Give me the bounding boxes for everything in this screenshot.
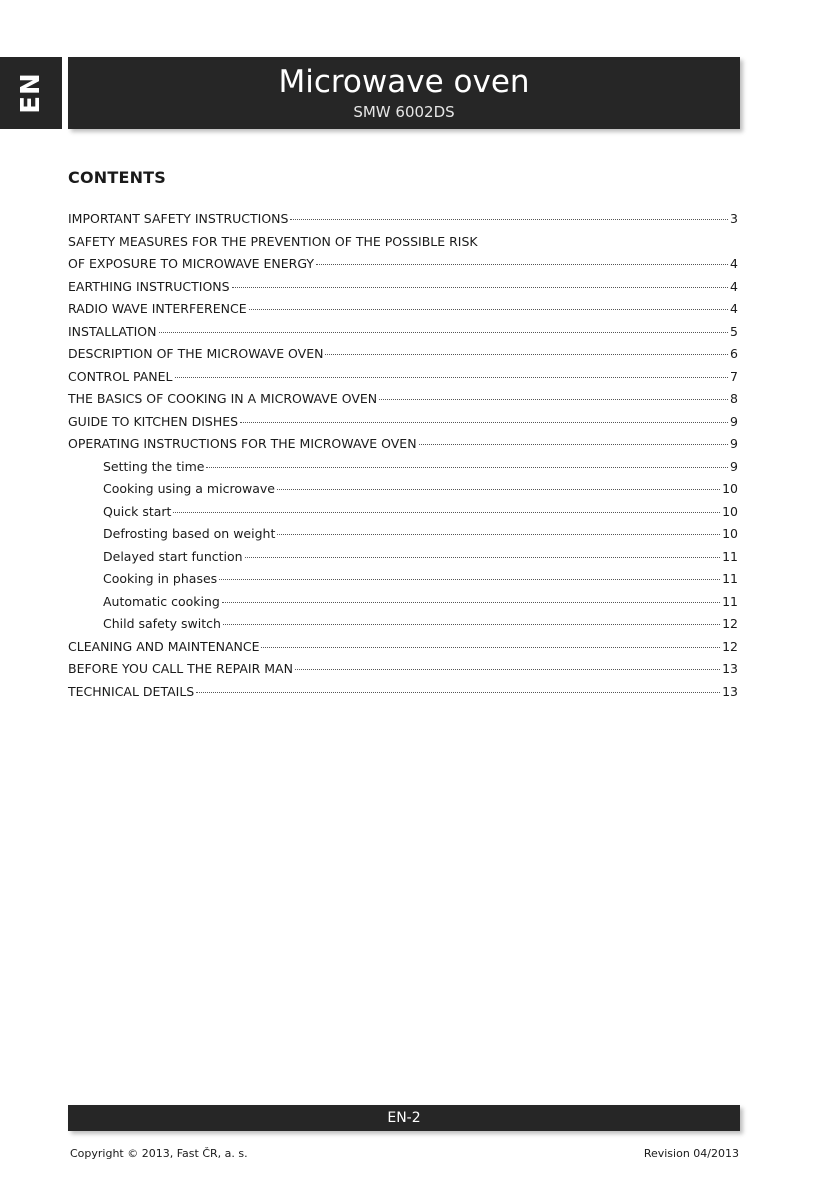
language-label: EN (16, 72, 46, 114)
toc-entry[interactable] (68, 321, 738, 344)
toc-leader-dots (222, 602, 720, 603)
toc-entry[interactable] (68, 411, 738, 434)
toc-entry-page: 3 (730, 211, 738, 226)
toc-entry-title: Setting the time (103, 458, 205, 474)
toc-entry-title: Automatic cooking (103, 593, 220, 609)
toc-leader-dots (206, 467, 728, 468)
toc-entry[interactable] (68, 636, 738, 659)
toc-entry-page: 10 (722, 503, 738, 519)
toc-entry-page: 11 (722, 571, 738, 586)
toc-leader-dots (419, 444, 729, 445)
toc-entry[interactable] (68, 276, 738, 299)
toc-entry-title: Defrosting based on weight (103, 526, 276, 541)
toc-entry-page: 6 (730, 346, 738, 361)
toc-entry-page: 10 (722, 481, 738, 496)
toc-entry-title: OPERATING INSTRUCTIONS FOR THE MICROWAVE OVEN (68, 436, 417, 451)
toc-entry[interactable] (68, 591, 738, 614)
toc-entry-page: 9 (730, 458, 738, 474)
revision-text: Revision 04/2013 (643, 1147, 739, 1160)
toc-entry-title: Cooking in phases (103, 571, 218, 586)
toc-entry-title: IMPORTANT SAFETY INSTRUCTIONS (68, 211, 289, 226)
toc-entry-title: GUIDE TO KITCHEN DISHES (68, 413, 239, 429)
toc-entry-page: 11 (722, 593, 738, 609)
toc-entry[interactable] (68, 681, 738, 704)
toc-entry[interactable] (68, 298, 738, 321)
toc-entry-title: SAFETY MEASURES FOR THE PREVENTION OF THE POSSIBLE RISK (68, 233, 478, 249)
toc-entry[interactable] (68, 231, 738, 254)
toc-leader-dots (219, 579, 720, 580)
toc-leader-dots (196, 692, 720, 693)
toc-entry[interactable] (68, 523, 738, 546)
toc-entry[interactable] (68, 433, 738, 456)
toc-leader-dots (261, 647, 720, 648)
toc-entry[interactable] (68, 456, 738, 479)
toc-entry-page: 9 (730, 413, 738, 429)
toc-entry[interactable] (68, 568, 738, 591)
toc-entry-page: 8 (730, 391, 738, 406)
toc-leader-dots (295, 669, 720, 670)
toc-entry-page: 4 (730, 301, 738, 316)
toc-entry[interactable] (68, 343, 738, 366)
toc-leader-dots (325, 354, 728, 355)
contents-heading: CONTENTS (68, 168, 167, 187)
toc-entry-title: OF EXPOSURE TO MICROWAVE ENERGY (68, 256, 315, 271)
toc-entry[interactable] (68, 501, 738, 524)
copyright-text: Copyright © 2013, Fast ČR, a. s. (70, 1147, 248, 1160)
toc-entry-title: THE BASICS OF COOKING IN A MICROWAVE OVEN (68, 391, 378, 406)
toc-entry-title: Delayed start function (103, 548, 243, 564)
toc-leader-dots (249, 309, 728, 310)
toc-entry-title: CONTROL PANEL (68, 368, 173, 384)
toc-entry-page: 12 (722, 616, 738, 631)
toc-entry-page: 7 (730, 368, 738, 384)
toc-leader-dots (245, 557, 721, 558)
toc-entry[interactable] (68, 366, 738, 389)
toc-entry-page: 13 (722, 683, 738, 699)
footer-bar (68, 1105, 740, 1131)
page-title: Microwave oven (278, 64, 530, 100)
toc-entry-title: EARTHING INSTRUCTIONS (68, 278, 230, 294)
toc-entry-title: TECHNICAL DETAILS (68, 683, 195, 699)
toc-leader-dots (159, 332, 729, 333)
toc-leader-dots (379, 399, 728, 400)
toc-entry[interactable] (68, 253, 738, 276)
toc-entry[interactable] (68, 208, 738, 231)
language-tab (0, 57, 62, 129)
toc-entry[interactable] (68, 658, 738, 681)
toc-entry-title: BEFORE YOU CALL THE REPAIR MAN (68, 661, 293, 676)
toc-leader-dots (290, 219, 728, 220)
toc-leader-dots (173, 512, 720, 513)
toc-leader-dots (240, 422, 728, 423)
toc-entry[interactable] (68, 546, 738, 569)
toc-leader-dots (277, 489, 720, 490)
toc-leader-dots (232, 287, 728, 288)
toc-entry-title: Cooking using a microwave (103, 481, 275, 496)
toc-entry[interactable] (68, 613, 738, 636)
toc-entry-title: INSTALLATION (68, 323, 157, 339)
toc-entry-title: Quick start (103, 503, 172, 519)
toc-entry-page: 13 (722, 661, 738, 676)
header-bar (68, 57, 740, 129)
toc-entry-page: 12 (722, 638, 738, 654)
toc-leader-dots (175, 377, 729, 378)
toc-entry-title: RADIO WAVE INTERFERENCE (68, 301, 247, 316)
toc-entry-page: 10 (722, 526, 738, 541)
toc-leader-dots (277, 534, 720, 535)
toc-entry-page: 4 (730, 256, 738, 271)
toc-entry-page: 9 (730, 436, 738, 451)
toc-leader-dots (223, 624, 720, 625)
table-of-contents (68, 208, 738, 703)
toc-entry[interactable] (68, 478, 738, 501)
toc-entry-page: 11 (722, 548, 738, 564)
toc-entry-title: CLEANING AND MAINTENANCE (68, 638, 260, 654)
toc-entry-title: Child safety switch (103, 616, 221, 631)
toc-entry-title: DESCRIPTION OF THE MICROWAVE OVEN (68, 346, 324, 361)
model-number: SMW 6002DS (353, 103, 455, 121)
toc-leader-dots (316, 264, 728, 265)
toc-entry[interactable] (68, 388, 738, 411)
toc-entry-page: 4 (730, 278, 738, 294)
toc-entry-page: 5 (730, 323, 738, 339)
page-number: EN-2 (387, 1110, 421, 1126)
